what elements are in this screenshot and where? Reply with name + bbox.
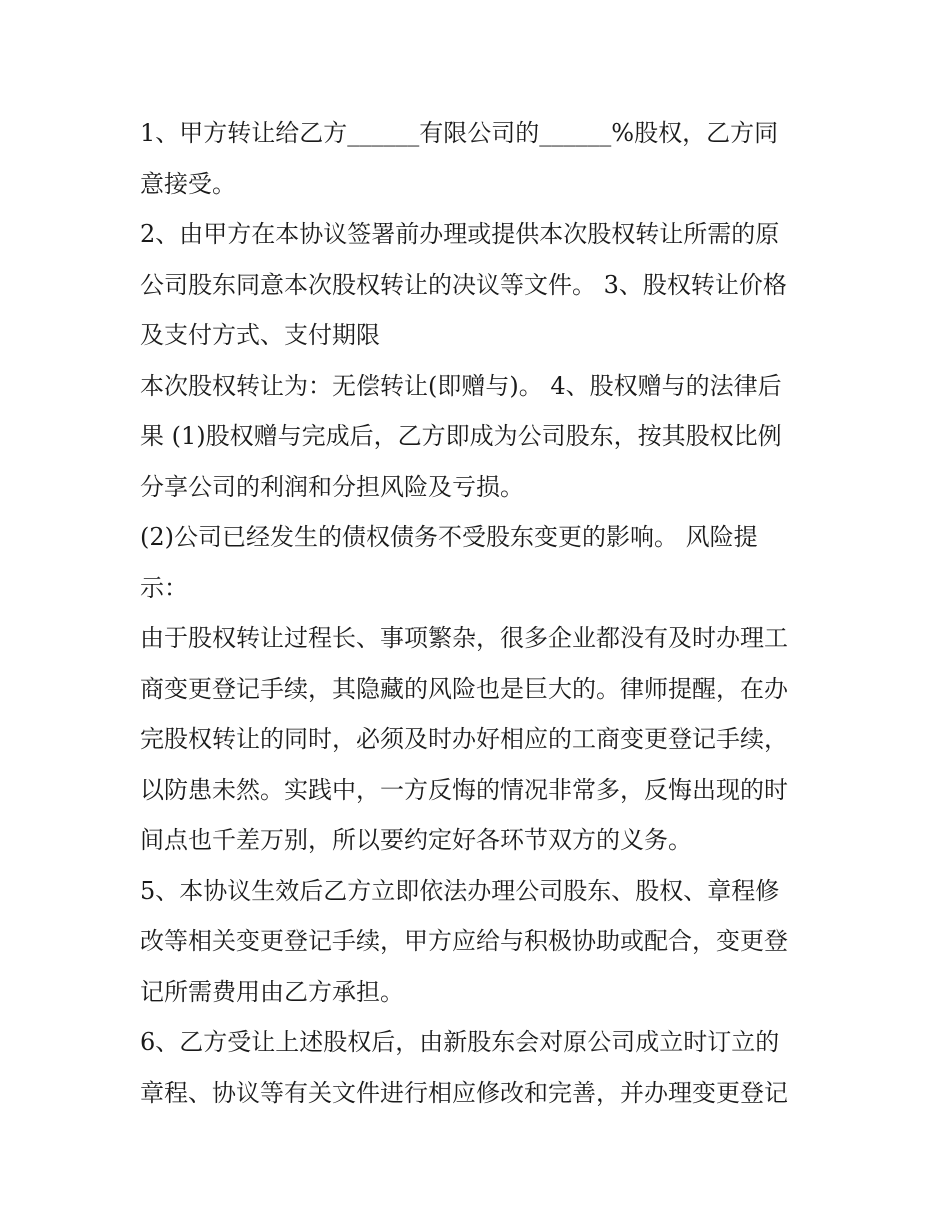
text-line: 完股权转让的同时，必须及时办好相应的工商变更登记手续，: [140, 725, 788, 753]
text-line: 1、甲方转让给乙方______有限公司的______%股权，乙方同: [140, 119, 779, 147]
text-line: 果 (1)股权赠与完成后，乙方即成为公司股东，按其股权比例: [140, 422, 782, 450]
paragraph-debt-and-risk: [140, 512, 820, 613]
text-line: 2、由甲方在本协议签署前办理或提供本次股权转让所需的原: [140, 220, 780, 248]
text-line: 5、本协议生效后乙方立即依法办理公司股东、股权、章程修: [140, 876, 780, 905]
text-line: 章程、协议等有关文件进行相应修改和完善，并办理变更登记: [140, 1078, 788, 1107]
paragraph-clause-2: [140, 209, 820, 361]
text-line: 意接受。: [140, 169, 236, 198]
text-line: 分享公司的利润和分担风险及亏损。: [140, 472, 524, 501]
text-line: 以防患未然。实践中，一方反悔的情况非常多，反悔出现的时: [140, 775, 788, 804]
text-line: 商变更登记手续，其隐藏的风险也是巨大的。律师提醒，在办: [140, 674, 788, 703]
text-line: 公司股东同意本次股权转让的决议等文件。 3、股权转让价格: [140, 270, 787, 299]
paragraph-clause-1: [140, 108, 820, 209]
text-line: 记所需费用由乙方承担。: [140, 977, 404, 1006]
document-body: [140, 108, 820, 1118]
paragraph-clause-5: [140, 866, 820, 1018]
text-line: 由于股权转让过程长、事项繁杂，很多企业都没有及时办理工: [140, 624, 788, 652]
text-line: 改等相关变更登记手续，甲方应给与积极协助或配合，变更登: [140, 927, 788, 955]
text-line: (2)公司已经发生的债权债务不受股东变更的影响。 风险提: [140, 523, 758, 551]
text-line: 及支付方式、支付期限: [140, 321, 380, 349]
paragraph-clause-6: [140, 1017, 820, 1118]
text-line: 示：: [140, 573, 188, 602]
text-line: 6、乙方受让上述股权后，由新股东会对原公司成立时订立的: [140, 1028, 780, 1056]
text-line: 间点也千差万别，所以要约定好各环节双方的义务。: [140, 826, 692, 854]
paragraph-transfer-terms: [140, 361, 820, 513]
text-line: 本次股权转让为：无偿转让(即赠与)。 4、股权赠与的法律后: [140, 371, 782, 400]
paragraph-risk-note: [140, 613, 820, 866]
